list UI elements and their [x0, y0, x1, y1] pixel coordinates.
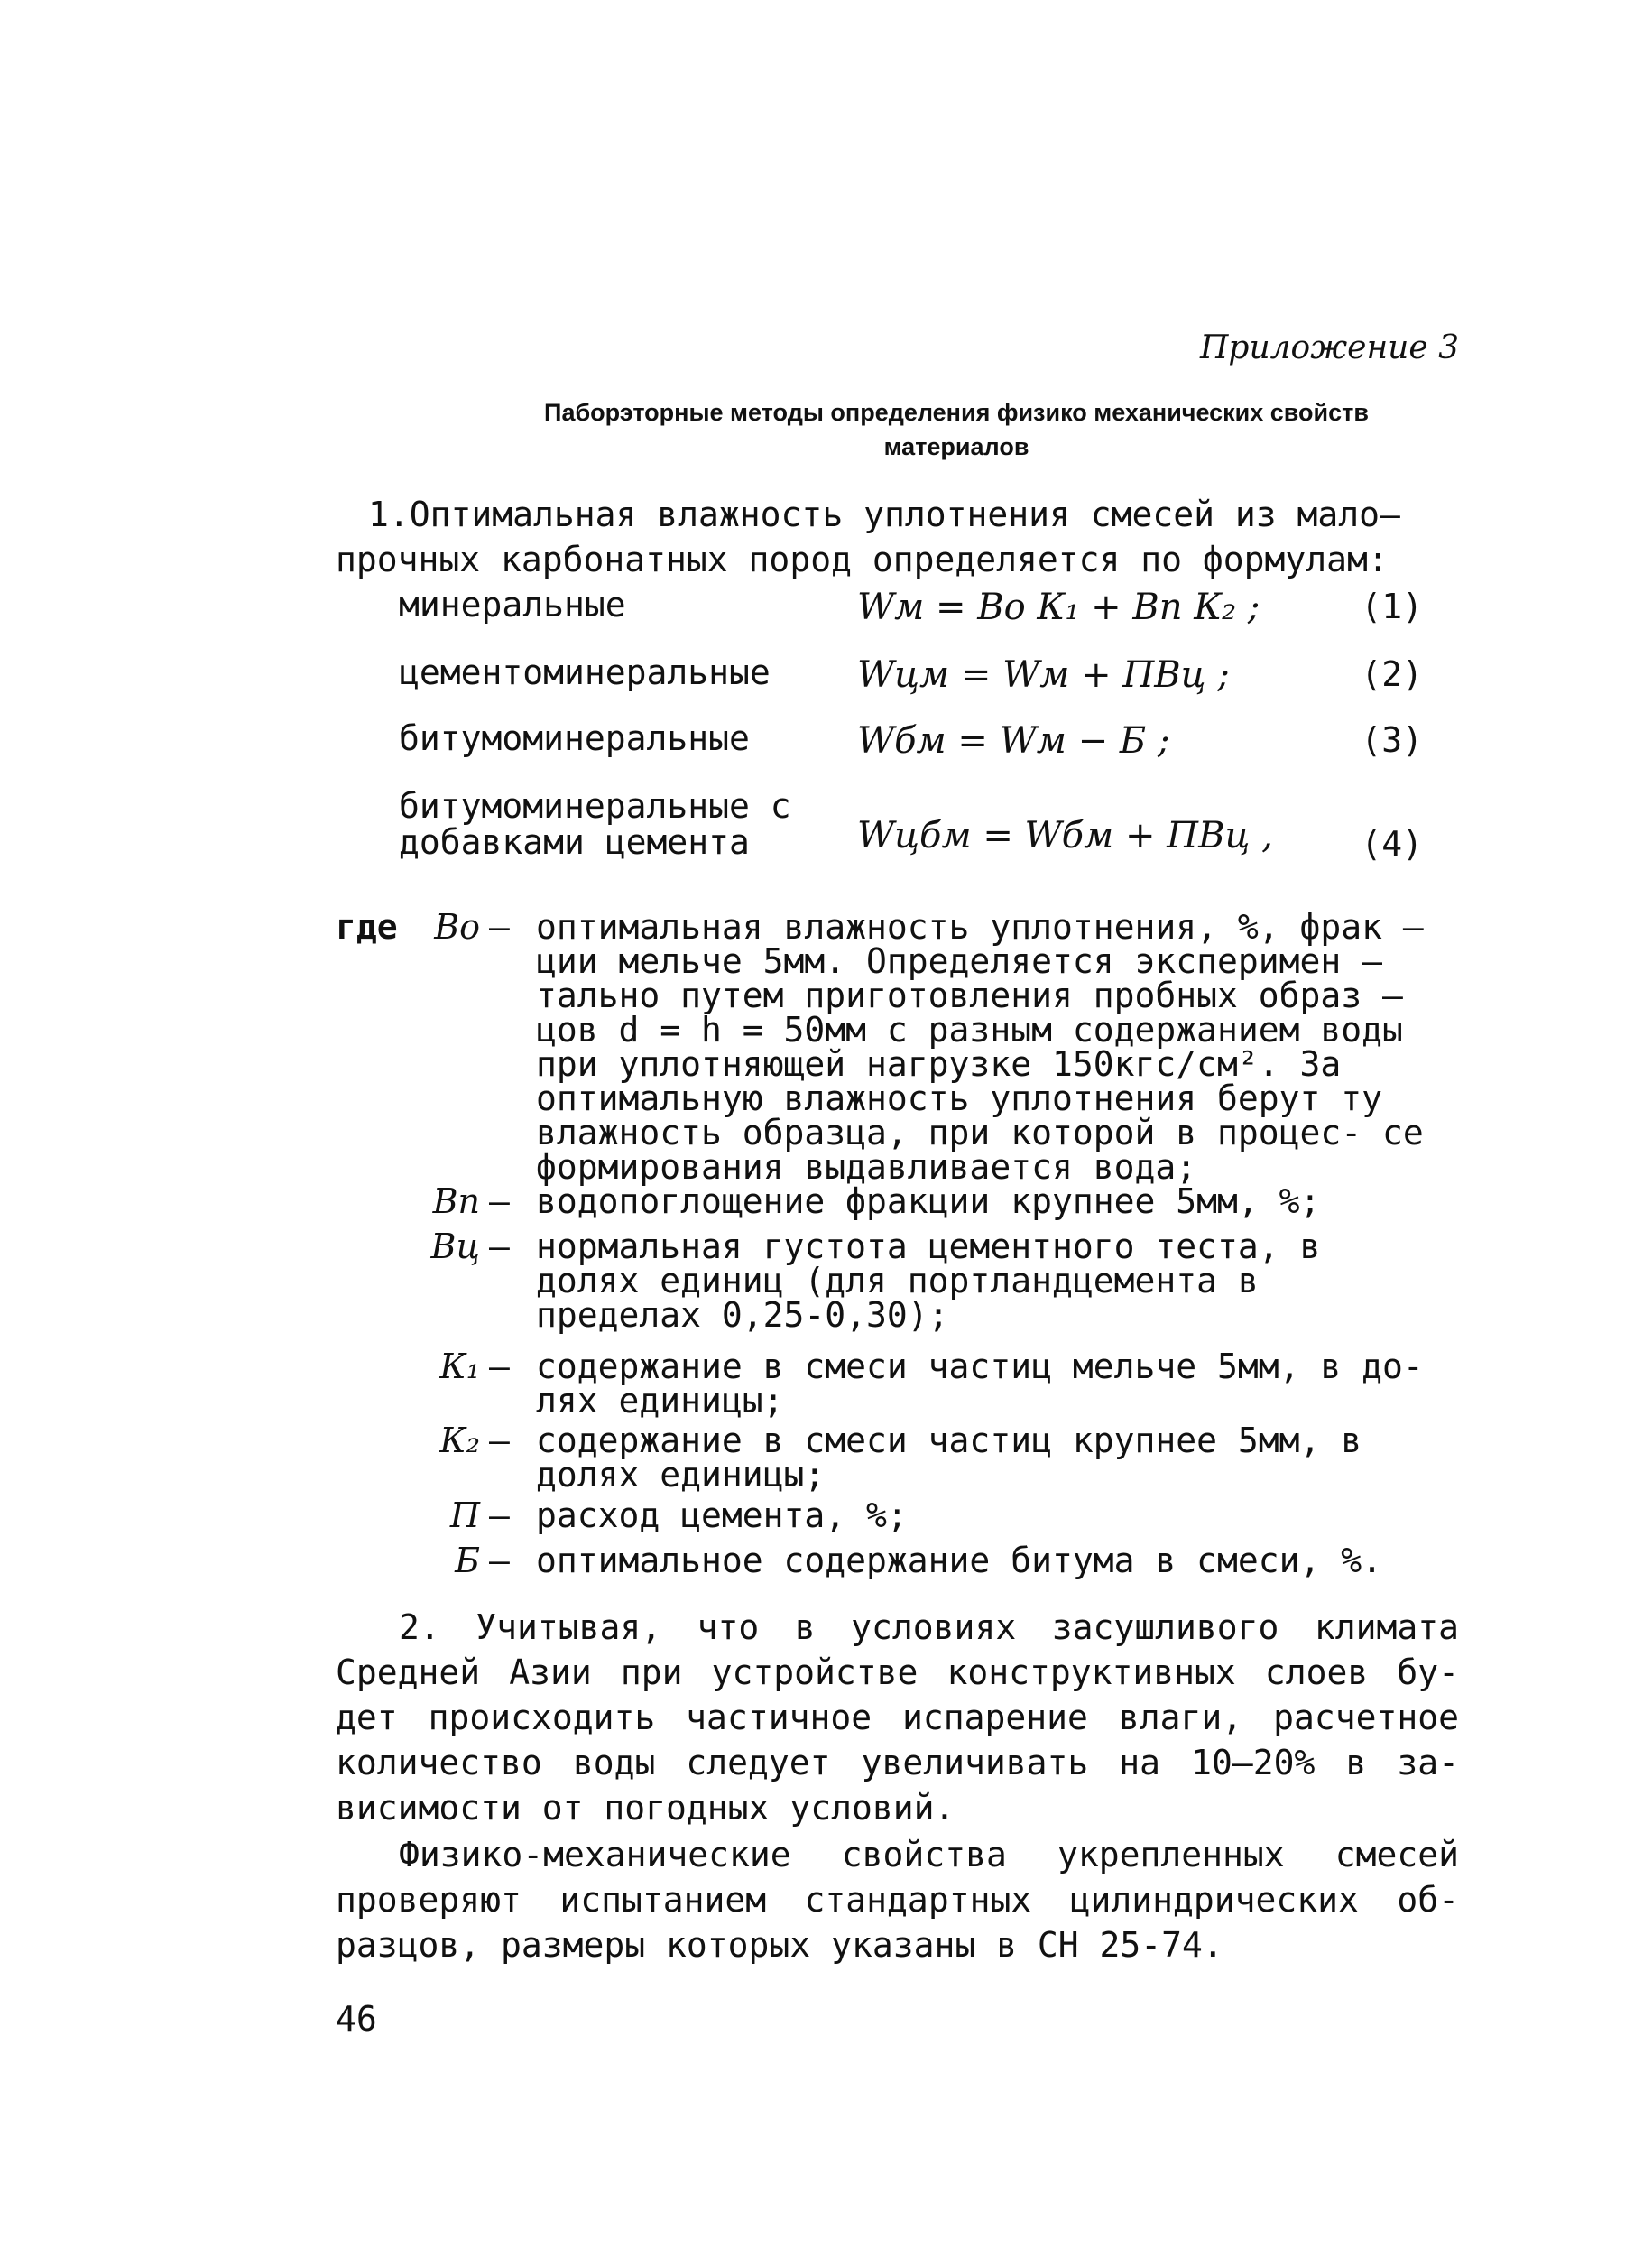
definition-text: расход цемента, %; [536, 1495, 908, 1535]
page-number: 46 [336, 1999, 377, 2039]
definition-symbol: К₂ [439, 1421, 480, 1460]
formula-name: минеральные [399, 585, 626, 625]
definition-symbol: Во [434, 907, 480, 947]
formula-row [336, 654, 1459, 727]
definition-dash: – [489, 1181, 510, 1221]
definition-text: содержание в смеси частиц крупнее 5мм, в долях единицы; [536, 1421, 1362, 1495]
formula-expression: Wцбм = Wбм + ПВц , [857, 815, 1273, 856]
paragraph-2-text: 2. Учитывая, что в условиях засушливого климата Средней Азии при устройстве конструктивных слоев бу- дет происходить частичное испарение влаги, расчетное количество воды следует увеличивать на 10–20% в за- висимости от погодных условий. [336, 1607, 1459, 1828]
where-label: где [336, 907, 398, 947]
definition-text: содержание в смеси частиц мельче 5мм, в до- лях единицы; [536, 1347, 1424, 1421]
intro-line-2: прочных карбонатных пород определяется по формулам: [336, 540, 1389, 579]
definition-dash: – [489, 1347, 510, 1386]
definition-symbol: Б [455, 1541, 480, 1580]
definition-dash: – [489, 1227, 510, 1266]
formula-row [336, 788, 1459, 878]
definition-dash: – [489, 1495, 510, 1535]
definition-symbol: К₁ [439, 1347, 480, 1386]
formula-name: битумоминеральные [399, 718, 750, 758]
formula-number: (1) [1361, 587, 1423, 626]
definition-text: оптимальное содержание битума в смеси, %. [536, 1541, 1382, 1580]
definition-dash: – [489, 1421, 510, 1460]
formula-number: (2) [1361, 654, 1423, 694]
definition-text: водопоглощение фракции крупнее 5мм, %; [536, 1181, 1321, 1221]
intro-paragraph [336, 492, 1459, 582]
definition-dash: — [489, 1541, 510, 1580]
definition-text: нормальная густота цементного теста, в долях единиц (для портландцемента в пределах 0,25-0,30); [536, 1227, 1321, 1335]
definition-symbol: Вц [430, 1227, 480, 1266]
paragraph-2 [336, 1605, 1459, 1830]
definition-dash: – [489, 907, 510, 947]
formula-expression: Wцм = Wм + ПВц ; [857, 654, 1230, 696]
definition-symbol: Вп [432, 1181, 480, 1221]
section-title [451, 395, 1462, 464]
formula-number: (3) [1361, 720, 1423, 760]
appendix-label: Приложение 3 [1200, 329, 1459, 366]
paragraph-3-text: Физико-механические свойства укрепленных смесей проверяют испытанием стандартных цилиндрических об- разцов, размеры которых указаны в СН 25-74. [336, 1835, 1459, 1965]
definition-symbol: П [449, 1495, 480, 1535]
title-line-1: Паборэторные методы определения физико механических свойств [544, 399, 1369, 426]
paragraph-3 [336, 1832, 1459, 1967]
formula-number: (4) [1361, 824, 1423, 864]
formula-name: битумоминеральные с добавками цемента [399, 786, 791, 862]
intro-line-1: 1.Оптимальная влажность уплотнения смесей из мало– [368, 495, 1400, 534]
definition-text: оптимальная влажность уплотнения, %, фрак – ции мельче 5мм. Определяется эксперимен – тально путем приготовления пробных образ – цов d = h = 50мм с разным содержанием воды при уплотняющей нагрузке 150кгс/см². За оптимальную влажность уплотнения берут ту влажность образца, при которой в процес- се формирования выдавливается вода; [536, 907, 1424, 1187]
formula-expression: Wм = Во К₁ + Вп К₂ ; [857, 587, 1260, 628]
title-line-2: материалов [883, 433, 1029, 460]
formula-row [336, 720, 1459, 792]
formula-expression: Wбм = Wм − Б ; [857, 720, 1170, 762]
formula-name: цементоминеральные [399, 653, 771, 692]
formula-row [336, 587, 1459, 659]
